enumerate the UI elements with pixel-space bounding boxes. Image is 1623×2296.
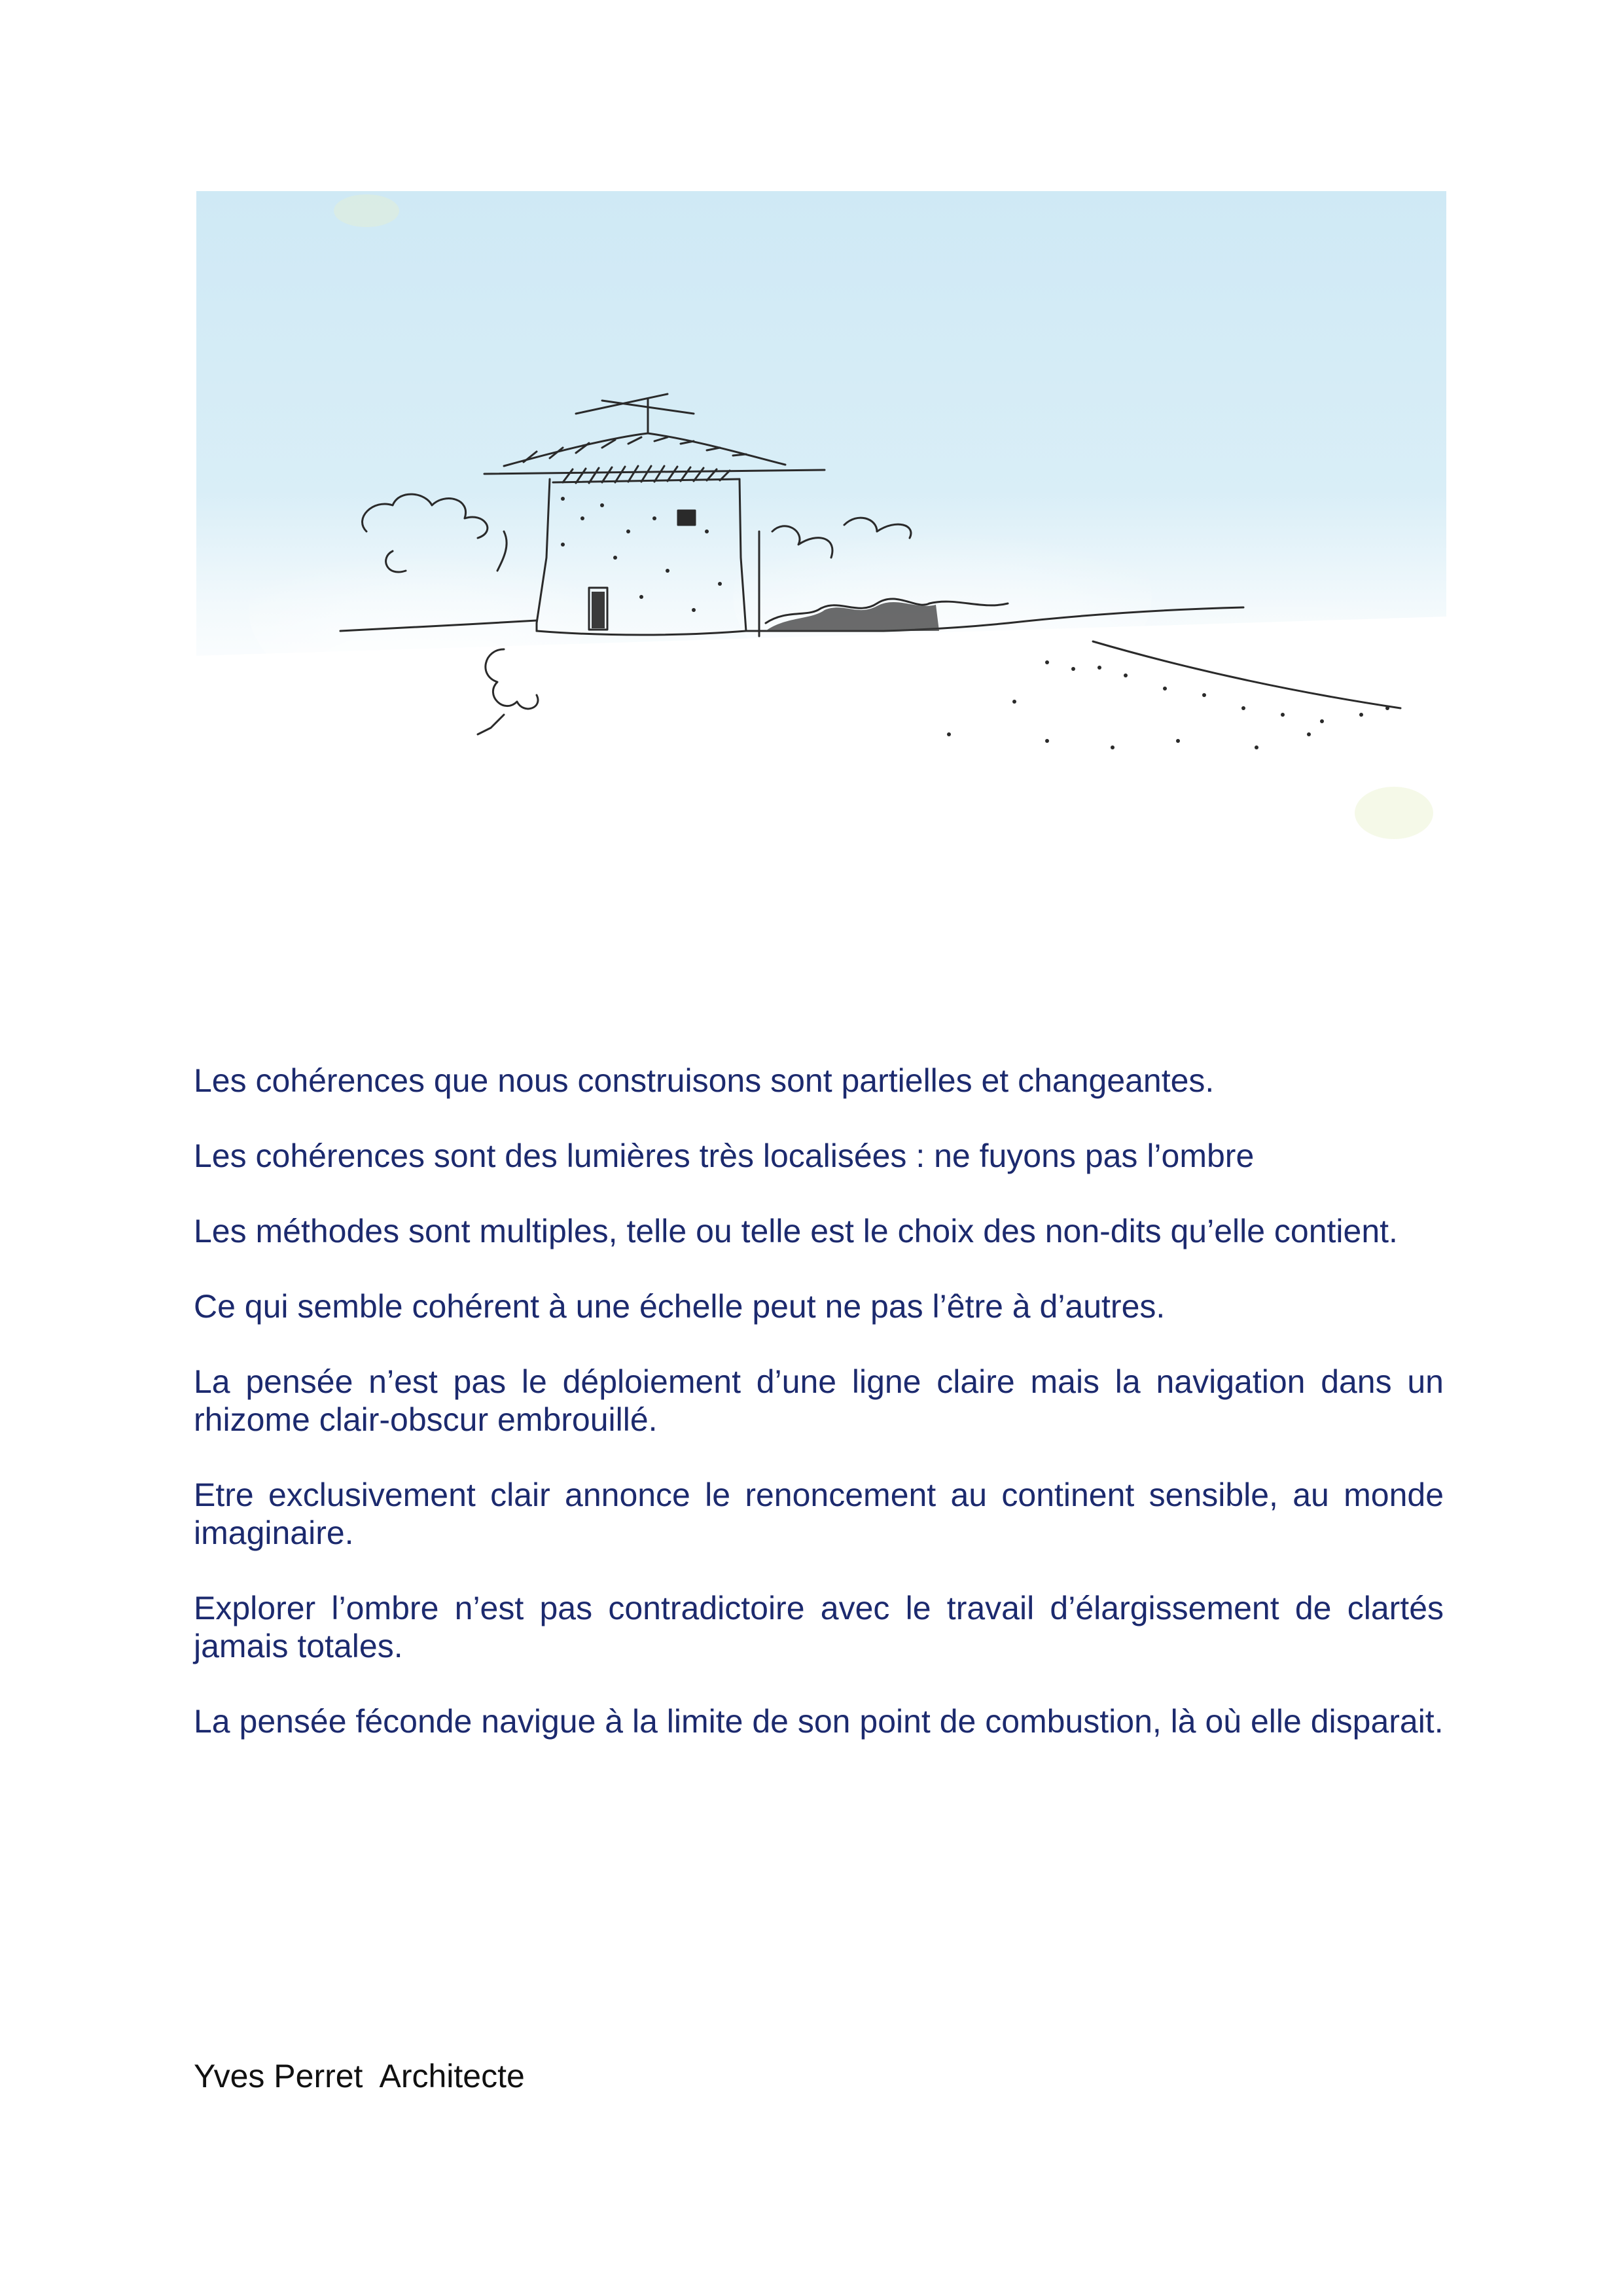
tower-sketch-image [196,191,1446,859]
paragraph-4: Ce qui semble cohérent à une échelle peut ne pas l’être à d’autres. [194,1288,1166,1325]
text-body [194,1062,1444,1778]
paragraph-8: La pensée féconde navigue à la limite de son point de combustion, là où elle disparait. [194,1703,1444,1740]
paragraph-6: Etre exclusivement clair annonce le renoncement au continent sensible, au monde imaginaire. [194,1477,1444,1551]
paragraph-5: La pensée n’est pas le déploiement d’une ligne claire mais la navigation dans un rhizome clair-obscur embrouillé. [194,1363,1444,1438]
paragraph-3: Les méthodes sont multiples, telle ou telle est le choix des non-dits qu’elle contient. [194,1213,1398,1249]
sketch-illustration [196,191,1446,859]
paragraph-2: Les cohérences sont des lumières très localisées : ne fuyons pas l’ombre [194,1138,1255,1174]
author-signature: Yves Perret Architecte [194,2058,525,2094]
paragraph-7: Explorer l’ombre n’est pas contradictoire avec le travail d’élargissement de clartés jamais totales. [194,1590,1444,1664]
paragraph-1: Les cohérences que nous construisons sont partielles et changeantes. [194,1062,1215,1099]
